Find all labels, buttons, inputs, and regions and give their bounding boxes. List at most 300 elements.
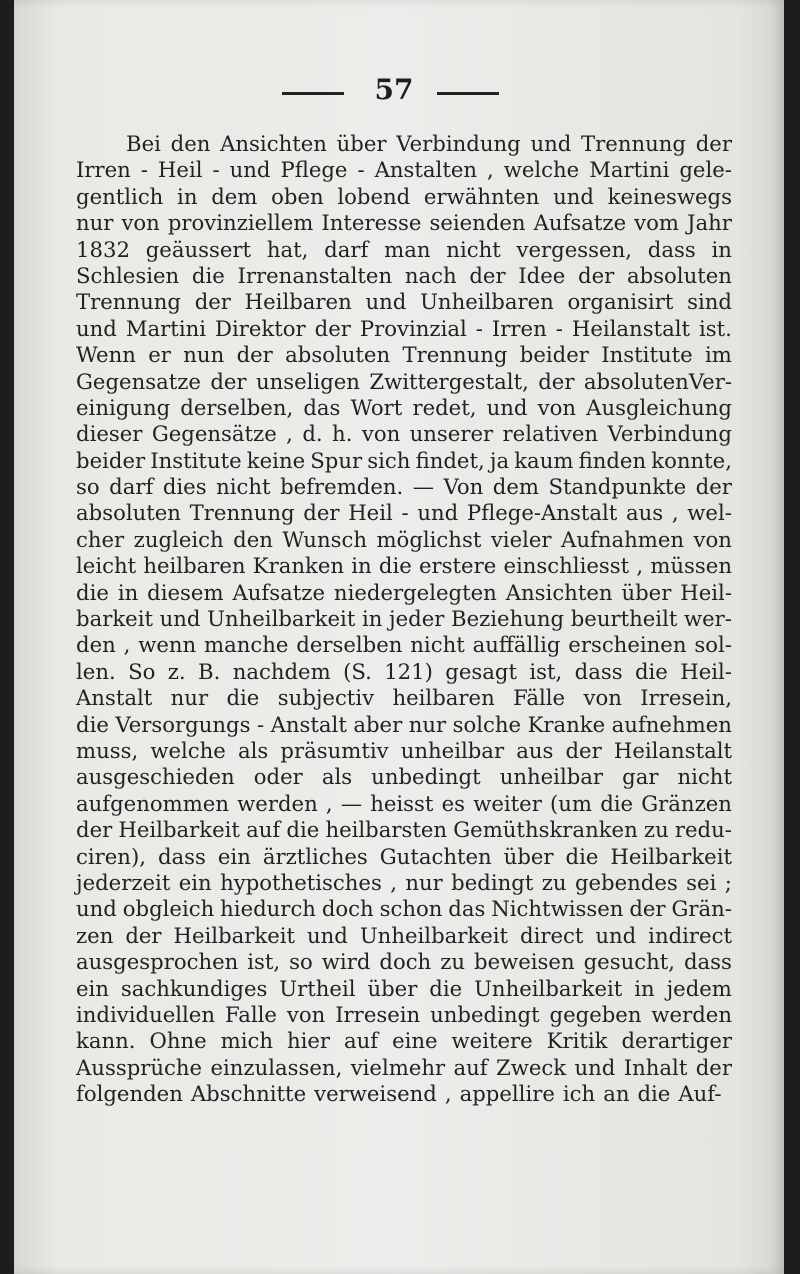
text-word: einschliesst bbox=[503, 553, 630, 579]
text-line bbox=[76, 500, 732, 526]
text-line bbox=[76, 527, 732, 553]
text-word: aus bbox=[516, 737, 554, 763]
text-word: vielmehr bbox=[350, 1054, 446, 1080]
text-word: provinziellem bbox=[167, 210, 314, 236]
text-word: sei bbox=[686, 869, 717, 895]
text-word: Kranke bbox=[527, 711, 606, 737]
text-word: Aufnahmen bbox=[561, 526, 685, 552]
text-word: Irrenanstalten bbox=[237, 262, 393, 288]
text-word: Ohne bbox=[149, 1028, 207, 1054]
text-word: zu bbox=[643, 817, 669, 843]
text-word: Nichtwissen bbox=[491, 896, 624, 922]
text-word: die bbox=[637, 1081, 671, 1107]
text-word: subjectiv bbox=[277, 685, 375, 711]
text-word: obgleich bbox=[122, 896, 215, 922]
text-word: ein bbox=[76, 975, 109, 1001]
text-word: ist, bbox=[529, 658, 563, 684]
text-word: unseligen bbox=[255, 368, 360, 394]
text-word: absolutenVer- bbox=[583, 368, 732, 394]
text-word: welche bbox=[503, 157, 580, 183]
text-word: Heilanstalt bbox=[613, 737, 732, 763]
text-word: beurtheilt bbox=[570, 606, 678, 632]
text-word: absoluten bbox=[626, 262, 732, 288]
text-word: Irren bbox=[76, 157, 131, 183]
text-word: erscheinen bbox=[568, 632, 687, 658]
text-word: - bbox=[140, 157, 148, 183]
text-line bbox=[76, 764, 732, 790]
text-word: unheilbar bbox=[400, 737, 505, 763]
text-word: Anstalten bbox=[374, 157, 478, 183]
text-word: dem bbox=[492, 474, 539, 500]
text-line bbox=[76, 870, 732, 896]
text-word: , bbox=[636, 553, 644, 579]
text-word: Interesse bbox=[321, 210, 422, 236]
text-word: Verbindung bbox=[607, 421, 732, 447]
text-word: Spur bbox=[310, 447, 363, 473]
text-word: und bbox=[76, 896, 117, 922]
text-word: ; bbox=[724, 869, 732, 895]
text-word: B. bbox=[198, 658, 221, 684]
text-word: der bbox=[210, 368, 247, 394]
text-word: von bbox=[537, 394, 576, 420]
text-word: der bbox=[538, 368, 575, 394]
text-word: nicht bbox=[446, 236, 501, 262]
text-word: Heilbarkeit bbox=[610, 843, 732, 869]
text-word: 121) bbox=[384, 658, 433, 684]
text-word: und bbox=[574, 1054, 616, 1080]
text-word: ausgesprochen bbox=[76, 949, 239, 975]
text-word: in bbox=[351, 553, 372, 579]
text-word: darf bbox=[324, 236, 369, 262]
text-word: Irren bbox=[491, 315, 547, 341]
text-word: Standpunkte bbox=[548, 474, 687, 500]
text-word: d. bbox=[302, 421, 323, 447]
text-word: dass bbox=[647, 236, 696, 262]
text-line bbox=[76, 896, 732, 922]
text-word: Unheilbarkeit bbox=[359, 922, 509, 948]
text-word: 1832 bbox=[76, 236, 130, 262]
text-word: Gegensätze bbox=[151, 421, 277, 447]
text-word: der bbox=[565, 737, 602, 763]
text-word: Wunsch bbox=[282, 526, 367, 552]
text-word: im bbox=[705, 342, 732, 368]
text-word: den bbox=[76, 632, 116, 658]
text-word: nach bbox=[404, 262, 457, 288]
text-line bbox=[76, 157, 732, 183]
text-line bbox=[76, 421, 732, 447]
text-word: Trennung bbox=[581, 131, 686, 156]
text-word: unbedingt bbox=[430, 1001, 540, 1027]
text-word: nur bbox=[405, 869, 443, 895]
text-word: auf bbox=[246, 817, 281, 843]
text-word: Gränzen bbox=[641, 790, 732, 816]
text-word: Heil- bbox=[680, 579, 732, 605]
text-word: lobend bbox=[337, 183, 411, 209]
text-word: der bbox=[76, 817, 113, 843]
text-word: schon bbox=[379, 896, 443, 922]
text-word: cher bbox=[76, 526, 125, 552]
text-word: len. bbox=[76, 658, 116, 684]
text-word: der bbox=[314, 315, 351, 341]
text-word: individuellen bbox=[76, 1001, 215, 1027]
text-word: von bbox=[361, 421, 401, 447]
text-line bbox=[76, 395, 732, 421]
text-word: weiter bbox=[473, 790, 542, 816]
text-word: keineswegs bbox=[607, 183, 732, 209]
text-word: Ansichten bbox=[505, 579, 613, 605]
text-word: heilbarsten bbox=[325, 817, 448, 843]
text-line bbox=[76, 712, 732, 738]
text-word: Trennung bbox=[402, 342, 508, 368]
text-word: nur bbox=[76, 210, 114, 236]
text-word: weitere bbox=[451, 1028, 533, 1054]
text-word: dieser bbox=[76, 421, 143, 447]
text-word: ein bbox=[217, 843, 251, 869]
text-word: es bbox=[441, 790, 466, 816]
text-word: Jahr bbox=[687, 210, 732, 236]
text-word: doch bbox=[321, 896, 374, 922]
text-word: ist. bbox=[699, 315, 732, 341]
text-word: Unheilbaren bbox=[420, 289, 554, 315]
text-word: hypothetisches bbox=[220, 869, 382, 895]
text-word: Verbindung bbox=[396, 131, 521, 156]
text-word: Falle bbox=[224, 1001, 277, 1027]
text-word: wel- bbox=[687, 500, 732, 526]
text-word: , bbox=[444, 1081, 452, 1107]
text-line bbox=[76, 474, 732, 500]
text-word: verweisend bbox=[314, 1081, 437, 1107]
text-word: niedergelegten bbox=[333, 579, 497, 605]
text-word: man bbox=[384, 236, 431, 262]
text-word: gele- bbox=[679, 157, 732, 183]
text-word: gesagt bbox=[445, 658, 517, 684]
text-line bbox=[76, 685, 732, 711]
text-word: Ansichten bbox=[220, 131, 327, 156]
text-word: Martini bbox=[125, 315, 207, 341]
text-word: derartiger bbox=[621, 1028, 732, 1054]
book-page bbox=[14, 0, 784, 1274]
text-word: appellire bbox=[459, 1081, 555, 1107]
text-word: als bbox=[321, 764, 353, 790]
text-word: Gutachten bbox=[379, 843, 492, 869]
text-word: - bbox=[475, 315, 483, 341]
text-word: - bbox=[401, 500, 409, 526]
text-word: , bbox=[671, 500, 679, 526]
text-word: die bbox=[76, 579, 109, 605]
text-word: unbedingt bbox=[371, 764, 481, 790]
text-word: nun bbox=[183, 342, 225, 368]
text-line bbox=[76, 553, 732, 579]
text-word: Heilanstalt bbox=[571, 315, 691, 341]
text-word: und bbox=[530, 131, 572, 156]
text-word: zu bbox=[440, 949, 466, 975]
text-word: heilbaren bbox=[392, 685, 495, 711]
text-word: der bbox=[236, 342, 273, 368]
text-word: , bbox=[286, 421, 293, 447]
text-line bbox=[76, 949, 732, 975]
text-word: die bbox=[565, 843, 599, 869]
text-word: ist, bbox=[247, 949, 281, 975]
text-word: nicht bbox=[677, 764, 732, 790]
text-word: Bei bbox=[126, 131, 161, 156]
text-word: von bbox=[286, 1001, 326, 1027]
text-word: ja bbox=[489, 447, 510, 473]
text-word: den bbox=[170, 131, 211, 156]
text-word: wird bbox=[321, 949, 371, 975]
text-line bbox=[76, 844, 732, 870]
text-word: sol- bbox=[694, 632, 732, 658]
text-word: kann. bbox=[76, 1028, 136, 1054]
text-word: Gegensatze bbox=[76, 368, 201, 394]
text-word: , bbox=[487, 157, 494, 183]
text-word: Abschnitte bbox=[190, 1081, 307, 1107]
text-word: so bbox=[289, 949, 313, 975]
text-line bbox=[76, 184, 732, 210]
text-word: dass bbox=[683, 949, 732, 975]
text-word: die bbox=[286, 817, 320, 843]
text-word: geäussert bbox=[145, 236, 252, 262]
text-word: beider bbox=[76, 447, 146, 473]
text-word: sachkundiges bbox=[120, 975, 268, 1001]
text-word: die bbox=[600, 790, 634, 816]
text-word: werden bbox=[237, 790, 318, 816]
text-word: hat, bbox=[266, 236, 309, 262]
text-word: über bbox=[367, 975, 418, 1001]
text-word: mich bbox=[220, 1028, 273, 1054]
text-word: an bbox=[603, 1081, 630, 1107]
text-word: organisirt bbox=[567, 289, 674, 315]
text-word: keine bbox=[246, 447, 306, 473]
text-word: die bbox=[634, 658, 668, 684]
text-word: absoluten bbox=[76, 500, 181, 526]
text-word: Von bbox=[443, 474, 484, 500]
text-word: hier bbox=[286, 1028, 331, 1054]
text-word: z. bbox=[167, 658, 186, 684]
text-word: Beziehung bbox=[451, 606, 565, 632]
text-word: und bbox=[76, 315, 117, 341]
text-line bbox=[76, 342, 732, 368]
text-word: das bbox=[303, 394, 341, 420]
text-word: finden bbox=[578, 447, 647, 473]
text-word: einigung bbox=[76, 394, 171, 420]
text-line bbox=[76, 369, 732, 395]
text-word: bedingt bbox=[451, 869, 534, 895]
text-word: Wenn bbox=[76, 342, 136, 368]
text-word: dass bbox=[157, 843, 206, 869]
text-word: müssen bbox=[650, 553, 732, 579]
text-word: vom bbox=[634, 210, 679, 236]
text-word: Versorgungs bbox=[115, 711, 251, 737]
text-word: Grän- bbox=[671, 896, 732, 922]
text-word: , bbox=[123, 632, 131, 658]
text-word: die bbox=[378, 553, 412, 579]
text-word: ausgeschieden bbox=[76, 764, 235, 790]
text-line bbox=[76, 632, 732, 658]
text-word: die bbox=[429, 975, 463, 1001]
text-word: die bbox=[191, 262, 225, 288]
text-word: Irresein, bbox=[640, 685, 732, 711]
text-word: aus bbox=[626, 500, 664, 526]
text-word: oder bbox=[253, 764, 303, 790]
text-word: nicht bbox=[410, 632, 465, 658]
text-word: Aufsatze bbox=[232, 579, 325, 605]
text-word: der bbox=[125, 922, 162, 948]
text-word: möglichst bbox=[376, 526, 482, 552]
text-line bbox=[76, 131, 732, 157]
text-word: Provinzial bbox=[359, 315, 467, 341]
text-word: Institute bbox=[150, 447, 242, 473]
text-word: und bbox=[486, 394, 528, 420]
text-word: welche bbox=[150, 737, 226, 763]
text-word: absoluten bbox=[285, 342, 391, 368]
text-word: ciren), bbox=[76, 843, 146, 869]
text-word: redet, bbox=[412, 394, 477, 420]
text-word: in bbox=[177, 183, 198, 209]
text-word: dies bbox=[162, 474, 207, 500]
text-word: seienden bbox=[429, 210, 526, 236]
text-word: werden bbox=[651, 1001, 732, 1027]
text-word: auffällig bbox=[472, 632, 561, 658]
text-line bbox=[76, 1055, 732, 1081]
text-word: sich bbox=[367, 447, 411, 473]
body-paragraph bbox=[76, 131, 732, 1107]
text-line bbox=[76, 580, 732, 606]
text-word: gentlich bbox=[76, 183, 164, 209]
text-word: aufnehmen bbox=[611, 711, 732, 737]
text-word: unheilbar bbox=[499, 764, 604, 790]
text-word: über bbox=[621, 579, 672, 605]
text-word: Schlesien bbox=[76, 262, 180, 288]
text-word: Irresein bbox=[335, 1001, 421, 1027]
text-word: solche bbox=[452, 711, 522, 737]
text-line bbox=[76, 659, 732, 685]
text-word: der bbox=[695, 474, 732, 500]
text-word: und bbox=[595, 922, 637, 948]
text-word: wenn bbox=[138, 632, 197, 658]
text-word: So bbox=[128, 658, 156, 684]
text-word: Pflege-Anstalt bbox=[466, 500, 618, 526]
text-word: jeder bbox=[389, 606, 445, 632]
text-word: der bbox=[695, 131, 732, 156]
text-word: dass bbox=[574, 658, 623, 684]
text-word: präsumtiv bbox=[280, 737, 389, 763]
text-word: und bbox=[307, 922, 348, 948]
text-word: der bbox=[194, 289, 231, 315]
text-word: wer- bbox=[684, 606, 732, 632]
text-word: unserer bbox=[409, 421, 494, 447]
text-word: von bbox=[693, 526, 732, 552]
text-word: - bbox=[256, 711, 265, 737]
text-word: darf bbox=[109, 474, 154, 500]
text-word: leicht bbox=[76, 553, 137, 579]
text-word: Wort bbox=[350, 394, 403, 420]
text-word: Unheilbarkeit bbox=[474, 975, 623, 1001]
text-word: , bbox=[390, 869, 397, 895]
text-word: Fälle bbox=[513, 685, 566, 711]
text-word: erstere bbox=[418, 553, 497, 579]
text-word: findet, bbox=[415, 447, 485, 473]
text-word: Heil- bbox=[680, 658, 732, 684]
text-word: Aufsatze bbox=[533, 210, 627, 236]
text-line bbox=[76, 606, 732, 632]
text-word: Inhalt bbox=[623, 1054, 688, 1080]
text-word: , bbox=[325, 790, 333, 816]
text-word: direct bbox=[520, 922, 584, 948]
text-word: Idee bbox=[518, 262, 566, 288]
text-word: jedem bbox=[666, 975, 732, 1001]
text-word: der bbox=[695, 1054, 732, 1080]
text-word: — bbox=[340, 790, 363, 816]
text-line bbox=[76, 923, 732, 949]
text-word: er bbox=[148, 342, 171, 368]
text-line bbox=[76, 210, 732, 236]
text-word: in bbox=[711, 236, 732, 262]
text-line bbox=[76, 237, 732, 263]
text-word: heisst bbox=[370, 790, 434, 816]
text-word: - bbox=[555, 315, 563, 341]
text-word: erwähnten bbox=[423, 183, 540, 209]
text-word: kaum bbox=[514, 447, 574, 473]
text-word: Heilbarkeit bbox=[118, 817, 240, 843]
text-word: und bbox=[417, 500, 459, 526]
text-word: gegeben bbox=[549, 1001, 642, 1027]
text-word: die bbox=[226, 685, 260, 711]
text-word: gebendes bbox=[574, 869, 678, 895]
text-word: nur bbox=[170, 685, 209, 711]
text-word: ein bbox=[178, 869, 212, 895]
text-word: ich bbox=[562, 1081, 596, 1107]
text-word: befremden. bbox=[280, 474, 404, 500]
text-line bbox=[76, 817, 732, 843]
text-line bbox=[76, 263, 732, 289]
text-line bbox=[76, 791, 732, 817]
text-word: Trennung bbox=[189, 500, 295, 526]
text-word: zen bbox=[76, 922, 114, 948]
text-word: — bbox=[412, 474, 434, 500]
text-word: Anstalt bbox=[76, 685, 153, 711]
text-word: - bbox=[357, 157, 365, 183]
text-word: Unheilbarkeit bbox=[207, 606, 356, 632]
text-word: nicht bbox=[216, 474, 271, 500]
text-word: als bbox=[237, 737, 269, 763]
text-word: nur bbox=[408, 711, 447, 737]
text-word: derselben, bbox=[180, 394, 294, 420]
text-word: muss, bbox=[76, 737, 139, 763]
text-word: Auf- bbox=[678, 1081, 722, 1107]
text-word: barkeit bbox=[76, 606, 153, 632]
text-word: das bbox=[448, 896, 486, 922]
text-word: oben bbox=[271, 183, 324, 209]
text-word: Ausgleichung bbox=[586, 394, 732, 420]
text-word: in bbox=[361, 606, 383, 632]
text-word: und bbox=[229, 157, 271, 183]
text-word: (um bbox=[550, 790, 593, 816]
text-word: aber bbox=[353, 711, 403, 737]
header-rule-left bbox=[282, 92, 344, 95]
text-word: Aussprüche bbox=[76, 1054, 203, 1080]
text-word: beweisen bbox=[474, 949, 575, 975]
text-line bbox=[76, 316, 732, 342]
text-line bbox=[76, 738, 732, 764]
text-word: zu bbox=[541, 869, 567, 895]
text-word: aufgenommen bbox=[76, 790, 229, 816]
text-word: Heil bbox=[157, 157, 203, 183]
text-word: Direktor bbox=[215, 315, 306, 341]
text-word: der bbox=[469, 262, 506, 288]
text-word: indirect bbox=[648, 922, 732, 948]
text-word: - bbox=[212, 157, 220, 183]
text-word: Zweck bbox=[496, 1054, 567, 1080]
